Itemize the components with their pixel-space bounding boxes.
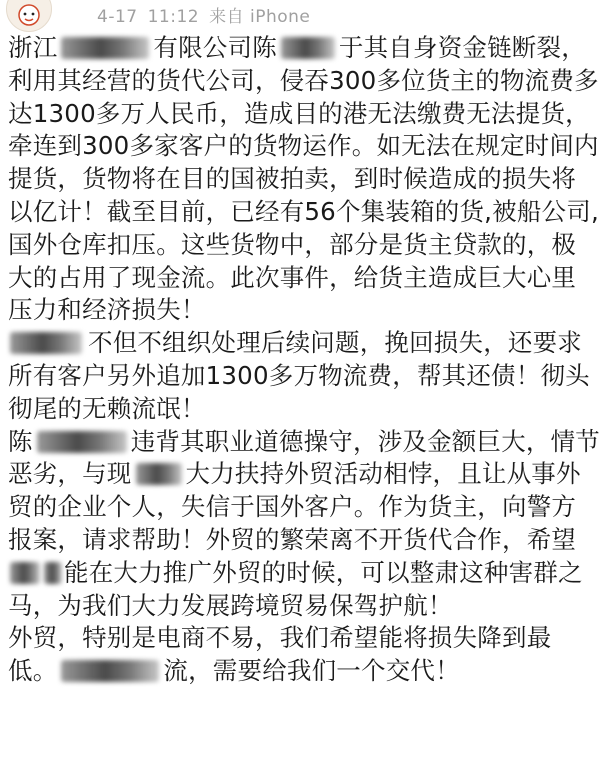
- redacted-text: [136, 463, 182, 485]
- post-date: 4-17: [97, 7, 138, 27]
- avatar-cartoon-icon: [7, 0, 51, 31]
- post-text: 陈: [8, 426, 33, 456]
- post-paragraph-2: [8, 327, 600, 425]
- post-paragraph-3: [8, 426, 600, 623]
- post-header: [0, 0, 604, 30]
- redacted-text: [61, 660, 159, 682]
- post-text: 流，需要给我们一个交代！: [163, 656, 460, 686]
- redacted-text: [281, 37, 335, 59]
- post-text: 不但不组织处理后续问题，挽回损失，还要求所有客户另外追加1300多万物流费，帮其还债！彻头彻尾的无赖流氓！: [8, 328, 590, 423]
- avatar[interactable]: [6, 0, 52, 32]
- post-text: 违背其职业道德操守，涉及金额巨大，情节恶劣，与现: [8, 426, 601, 489]
- post-text: 外贸，特别是电商不易，我们希望能将损失降到最低。: [8, 623, 552, 686]
- post-text: 浙江: [8, 33, 58, 62]
- post-source[interactable]: 来自 iPhone: [209, 7, 311, 27]
- redacted-text: [61, 37, 149, 59]
- post-text: 有限公司陈: [153, 33, 277, 62]
- post-text: 于其自身资金链断裂，利用其经营的货代公司，侵吞300多位货主的物流费多达1300多万人民币，造成目的港无法缴费无法提货，牵连到300多家客户的货物运作。如无法在规定时间内提货，货物将在目的国被拍卖，到时候造成的损失将以亿计！截至目前，已经有56个集装箱的货,被船公司,国外仓库扣压。这些货物中，部分是货主贷款的，极大的占用了现金流。此次事件，给货主造成巨大心里压力和经济损失！: [8, 33, 599, 325]
- post-paragraph-1: [8, 32, 600, 327]
- redacted-text: [44, 562, 62, 584]
- post-text: 能在大力推广外贸的时候，可以整肃这种害群之马，为我们大力发展跨境贸易保驾护航！: [8, 557, 583, 620]
- post-body: [8, 32, 600, 688]
- post-paragraph-4: [8, 622, 600, 688]
- redacted-text: [10, 332, 82, 354]
- redacted-text: [10, 562, 40, 584]
- redacted-text: [37, 431, 127, 453]
- post-time: 11:12: [147, 7, 200, 27]
- post-meta: [97, 2, 320, 27]
- post-text: 大力扶持外贸活动相悖，且让从事外贸的企业个人，失信于国外客户。作为货主，向警方报案，请求帮助！外贸的繁荣离不开货代合作，希望: [8, 459, 581, 554]
